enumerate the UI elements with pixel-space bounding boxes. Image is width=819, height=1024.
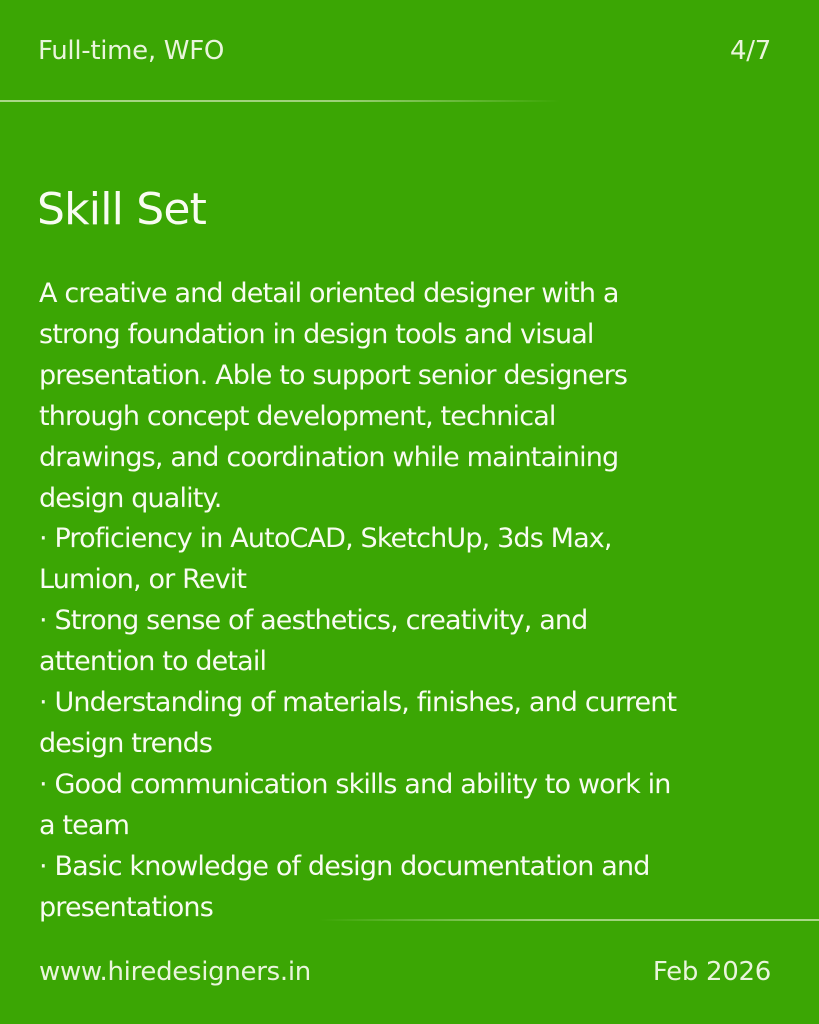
skill-item-line: attention to detail [39,646,267,678]
skill-item-line: · Proficiency in AutoCAD, SketchUp, 3ds Max, [39,523,612,555]
skill-item [39,847,809,929]
skill-item-line: a team [39,809,130,841]
skill-list [39,519,809,928]
skill-item-line: presentations [39,891,213,923]
job-type-label: Full-time, WFO [38,36,225,66]
intro-line: design quality. [39,482,222,514]
top-divider [0,100,560,102]
date-label: Feb 2026 [652,957,771,987]
skill-item-line: design trends [39,727,213,759]
intro-line: strong foundation in design tools and visual [39,318,594,350]
intro-line: presentation. Able to support senior designers [39,359,628,391]
skill-item [39,601,809,683]
skill-item [39,683,809,765]
skill-item-line: Lumion, or Revit [39,564,247,596]
intro-line: drawings, and coordination while maintaining [39,441,619,473]
skill-item-line: · Good communication skills and ability to work in [39,768,671,800]
section-title: Skill Set [37,184,207,235]
skill-item-line: · Strong sense of aesthetics, creativity, and [39,605,588,637]
intro-line: A creative and detail oriented designer with a [39,278,619,309]
skill-set-content [39,274,809,929]
intro-line: through concept development, technical [39,400,556,432]
skill-item [39,765,809,847]
skill-item-line: · Basic knowledge of design documentation and [39,850,650,882]
bottom-divider [319,919,819,921]
skill-item [39,519,809,601]
skill-item-line: · Understanding of materials, finishes, and current [39,687,677,719]
website-label: www.hiredesigners.in [39,957,311,987]
page-indicator: 4/7 [730,36,771,66]
